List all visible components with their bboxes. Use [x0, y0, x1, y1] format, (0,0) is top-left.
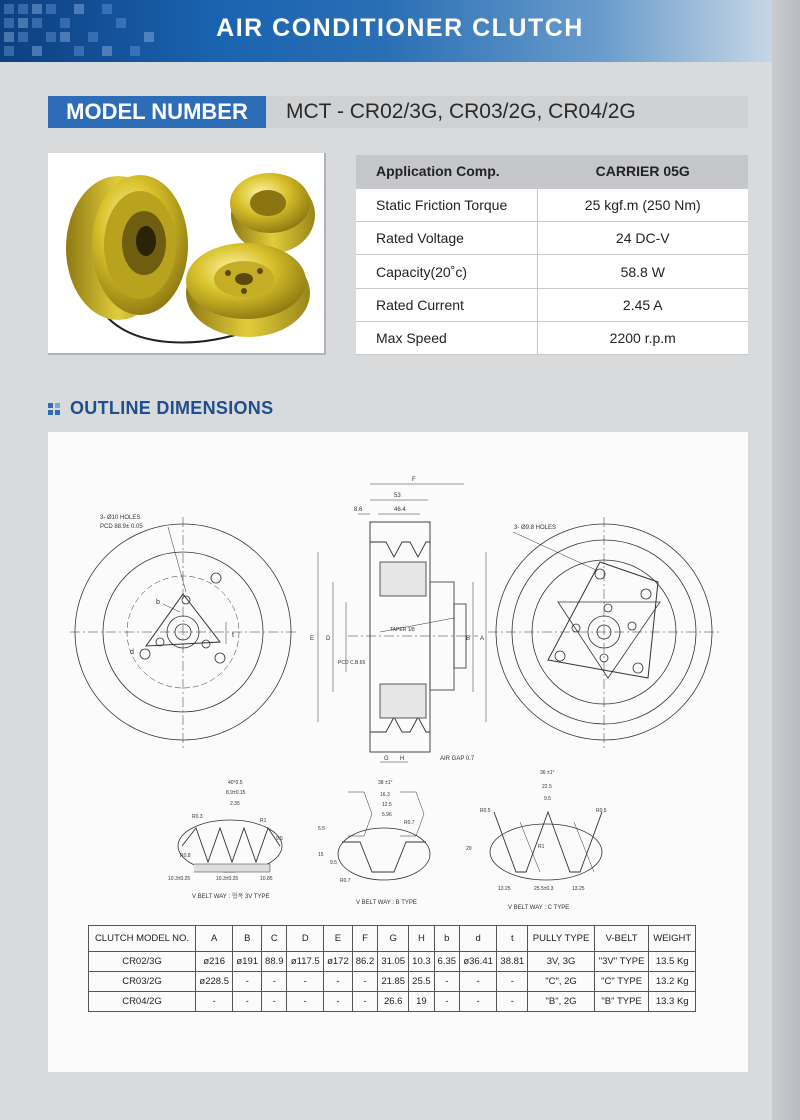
- b-h2-label: 15: [318, 852, 324, 858]
- table-cell: 21.85: [378, 972, 409, 992]
- table-cell: -: [459, 972, 496, 992]
- 3v-width2-label: 2.35: [230, 801, 240, 807]
- clutch-illustration: [48, 153, 324, 353]
- table-cell: -: [287, 972, 324, 992]
- 3v-r03-label: R0.3: [192, 814, 203, 820]
- table-cell: -: [324, 972, 353, 992]
- dim-E-label: E: [310, 636, 315, 642]
- table-cell: ø191: [233, 952, 262, 972]
- dim-t-label: t: [232, 632, 234, 639]
- col-header: A: [196, 926, 233, 952]
- pcd-cb-label: PCD C.B.65: [338, 660, 366, 666]
- table-cell: 31.05: [378, 952, 409, 972]
- c-w2-label: 9.5: [544, 796, 551, 802]
- table-cell: -: [287, 992, 324, 1012]
- c-r2-label: R0.5: [596, 808, 607, 814]
- col-header: C: [262, 926, 287, 952]
- table-cell: 38.81: [497, 952, 528, 972]
- b-r2-label: R0.7: [340, 878, 351, 884]
- table-row: [89, 972, 696, 992]
- col-header: d: [459, 926, 496, 952]
- table-cell: 13.5 Kg: [649, 952, 696, 972]
- b-angle-label: 38 ±1°: [378, 780, 393, 786]
- dim-53-label: 53: [394, 493, 401, 499]
- table-cell: 3V, 3G: [528, 952, 594, 972]
- b-h3-label: 9.5: [330, 860, 337, 866]
- col-header: V-BELT: [594, 926, 649, 952]
- table-cell: 25.5: [409, 972, 434, 992]
- b-h1-label: 5.5: [318, 826, 325, 832]
- dim-86-label: 8.6: [354, 507, 363, 513]
- spec-header-value: CARRIER 05G: [537, 155, 748, 188]
- spec-label: Rated Current: [356, 288, 537, 321]
- table-cell: CR02/3G: [89, 952, 196, 972]
- table-cell: -: [434, 972, 459, 992]
- spec-value: 58.8 W: [537, 255, 748, 288]
- table-cell: -: [262, 972, 287, 992]
- model-number-bar: [48, 96, 748, 128]
- col-header: H: [409, 926, 434, 952]
- c-r1-label: R0.5: [480, 808, 491, 814]
- table-cell: -: [196, 992, 233, 1012]
- model-number-value: MCT - CR02/3G, CR03/2G, CR04/2G: [286, 100, 636, 123]
- technical-drawing: [48, 432, 748, 917]
- table-row: [89, 952, 696, 972]
- taper-label: TAPER 1/8: [390, 627, 415, 633]
- 3v-caption: V BELT WAY : 협폭 3V TYPE: [192, 894, 270, 900]
- table-cell: CR04/2G: [89, 992, 196, 1012]
- b-w3-label: 5.96: [382, 812, 392, 818]
- col-header: CLUTCH MODEL NO.: [89, 926, 196, 952]
- drawing-panel: [48, 432, 748, 1072]
- c-caption: V BELT WAY : C TYPE: [508, 905, 570, 911]
- table-cell: -: [262, 992, 287, 1012]
- table-cell: 13.2 Kg: [649, 972, 696, 992]
- c-r3-label: R1: [538, 844, 545, 850]
- holes-label-left: 3- Ø10 HOLES: [100, 515, 141, 521]
- page-edge-strip: [772, 0, 800, 1120]
- front-view-left: [70, 515, 298, 750]
- dim-464-label: 46.4: [394, 507, 406, 513]
- col-header: WEIGHT: [649, 926, 696, 952]
- spec-row: [356, 321, 748, 354]
- product-photo: [48, 153, 326, 355]
- table-cell: "C" TYPE: [594, 972, 649, 992]
- col-header: t: [497, 926, 528, 952]
- dim-d-label: d: [130, 649, 134, 656]
- col-header: PULLY TYPE: [528, 926, 594, 952]
- section-title: OUTLINE DIMENSIONS: [70, 398, 274, 418]
- table-cell: -: [497, 992, 528, 1012]
- table-cell: ø216: [196, 952, 233, 972]
- c-height-label: 20: [466, 846, 472, 852]
- table-cell: ø228.5: [196, 972, 233, 992]
- dim-H-label: H: [400, 756, 405, 762]
- dim-B-label: B: [466, 636, 471, 642]
- dim-A-label: A: [480, 636, 485, 642]
- 3v-r1-label: R1: [260, 818, 267, 824]
- spec-value: 24 DC-V: [537, 222, 748, 255]
- spec-value: 25 kgf.m (250 Nm): [537, 188, 748, 221]
- page-title: AIR CONDITIONER CLUTCH: [216, 14, 584, 42]
- groove-profile-3v: [168, 780, 283, 900]
- spec-value: 2200 r.p.m: [537, 321, 748, 354]
- 3v-angle-label: 40°0.5: [228, 780, 243, 786]
- air-gap-label: AIR GAP 0.7: [440, 756, 475, 762]
- 3v-b3-label: 10.85: [260, 876, 273, 882]
- c-b2-label: 25.5±0.3: [534, 886, 554, 892]
- c-angle-label: 36 ±1°: [540, 770, 555, 776]
- table-cell: -: [497, 972, 528, 992]
- table-cell: 13.3 Kg: [649, 992, 696, 1012]
- table-cell: -: [233, 972, 262, 992]
- table-cell: "B" TYPE: [594, 992, 649, 1012]
- b-caption: V BELT WAY : B TYPE: [356, 900, 417, 906]
- table-cell: 10.3: [409, 952, 434, 972]
- b-w2-label: 12.5: [382, 802, 392, 808]
- table-cell: -: [434, 992, 459, 1012]
- table-cell: 26.6: [378, 992, 409, 1012]
- table-cell: 88.9: [262, 952, 287, 972]
- bullet-squares-icon: [48, 403, 60, 415]
- dim-G-label: G: [384, 756, 389, 762]
- 3v-height-label: 9.5: [276, 836, 283, 842]
- model-number-label: MODEL NUMBER: [48, 96, 266, 128]
- spec-header-label: Application Comp.: [356, 155, 537, 188]
- dim-F-label: F: [412, 477, 416, 483]
- table-cell: 19: [409, 992, 434, 1012]
- col-header: G: [378, 926, 409, 952]
- table-cell: -: [324, 992, 353, 1012]
- c-w1-label: 22.5: [542, 784, 552, 790]
- spec-row: [356, 188, 748, 221]
- spec-label: Max Speed: [356, 321, 537, 354]
- table-cell: ø117.5: [287, 952, 324, 972]
- table-cell: ø36.41: [459, 952, 496, 972]
- col-header: B: [233, 926, 262, 952]
- spec-row: [356, 222, 748, 255]
- c-b1-label: 13.25: [498, 886, 511, 892]
- table-cell: 6.35: [434, 952, 459, 972]
- spec-label: Capacity(20˚c): [356, 255, 537, 288]
- dimensions-header-row: [89, 926, 696, 952]
- dimensions-table: [88, 925, 696, 1012]
- col-header: F: [352, 926, 377, 952]
- 3v-r08-label: R0.8: [180, 853, 191, 859]
- 3v-width-label: 8.9±0.15: [226, 790, 246, 796]
- groove-profile-b: [318, 780, 430, 906]
- table-cell: "B", 2G: [528, 992, 594, 1012]
- table-cell: 86.2: [352, 952, 377, 972]
- table-cell: CR03/2G: [89, 972, 196, 992]
- side-section-view: [310, 477, 486, 762]
- col-header: E: [324, 926, 353, 952]
- table-cell: -: [233, 992, 262, 1012]
- table-cell: ø172: [324, 952, 353, 972]
- spec-table: [356, 155, 748, 355]
- dim-b-label: b: [156, 599, 160, 606]
- front-view-right: [488, 517, 720, 750]
- pcd-label: PCD 88.9± 0.05: [100, 524, 143, 530]
- table-cell: -: [459, 992, 496, 1012]
- spec-value: 2.45 A: [537, 288, 748, 321]
- table-cell: "C", 2G: [528, 972, 594, 992]
- b-w1-label: 16.3: [380, 792, 390, 798]
- 3v-b2-label: 10.3±0.25: [216, 876, 239, 882]
- groove-profile-c: [466, 770, 607, 911]
- table-cell: "3V" TYPE: [594, 952, 649, 972]
- header-band: [0, 0, 772, 62]
- col-header: D: [287, 926, 324, 952]
- dim-D-label: D: [326, 636, 331, 642]
- spec-row: [356, 288, 748, 321]
- table-row: [89, 992, 696, 1012]
- spec-row: [356, 255, 748, 288]
- table-cell: -: [352, 972, 377, 992]
- c-b3-label: 13.25: [572, 886, 585, 892]
- table-cell: -: [352, 992, 377, 1012]
- 3v-b1-label: 10.3±0.25: [168, 876, 191, 882]
- holes-label-right: 3- Ø9.8 HOLES: [514, 525, 557, 531]
- col-header: b: [434, 926, 459, 952]
- spec-header-row: [356, 155, 748, 188]
- section-heading: [48, 398, 273, 419]
- spec-label: Static Friction Torque: [356, 188, 537, 221]
- b-r1-label: R0.7: [404, 820, 415, 826]
- spec-label: Rated Voltage: [356, 222, 537, 255]
